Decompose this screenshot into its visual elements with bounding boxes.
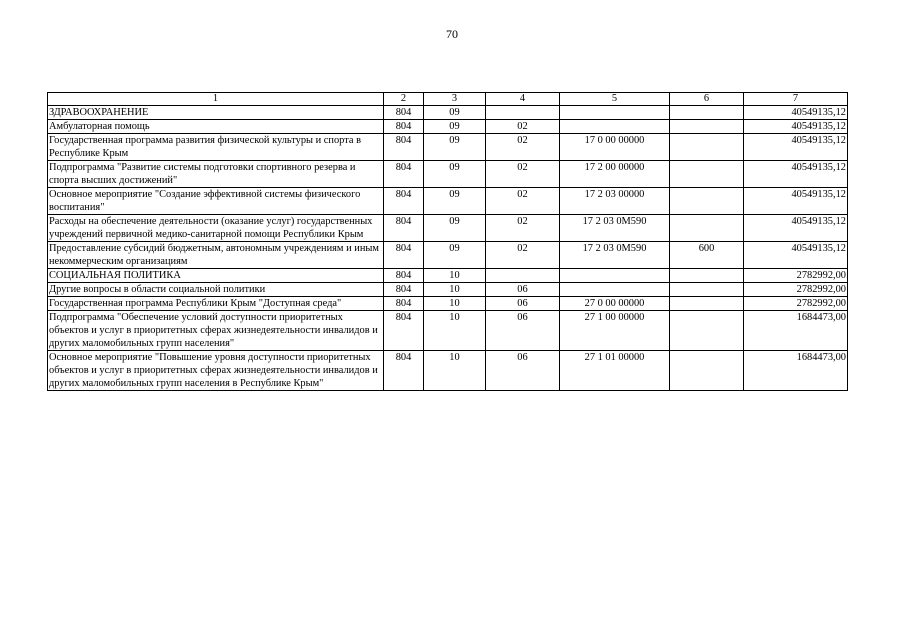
cell-expense-type [670, 283, 744, 297]
cell-target: 27 1 01 00000 [560, 351, 670, 391]
row-name: Подпрограмма "Обеспечение условий доступности приоритетных объектов и услуг в приоритетных сферах жизнедеятельности инвалидов и других маломобильных групп населения" [48, 311, 384, 351]
cell-section: 09 [424, 242, 486, 269]
cell-subsection [486, 106, 560, 120]
table-row [48, 134, 848, 161]
cell-amount: 1684473,00 [744, 311, 848, 351]
cell-code: 804 [384, 242, 424, 269]
header-row [48, 93, 848, 106]
column-header: 3 [424, 93, 486, 106]
cell-subsection: 02 [486, 242, 560, 269]
cell-amount: 2782992,00 [744, 297, 848, 311]
cell-expense-type [670, 120, 744, 134]
cell-code: 804 [384, 269, 424, 283]
cell-subsection: 06 [486, 297, 560, 311]
cell-code: 804 [384, 106, 424, 120]
cell-amount: 40549135,12 [744, 242, 848, 269]
cell-expense-type [670, 106, 744, 120]
cell-target: 27 0 00 00000 [560, 297, 670, 311]
table-row [48, 283, 848, 297]
cell-target [560, 120, 670, 134]
cell-subsection: 06 [486, 351, 560, 391]
cell-section: 09 [424, 106, 486, 120]
cell-expense-type [670, 134, 744, 161]
cell-target: 17 2 03 0М590 [560, 215, 670, 242]
cell-subsection: 02 [486, 161, 560, 188]
cell-code: 804 [384, 188, 424, 215]
cell-expense-type [670, 269, 744, 283]
cell-amount: 2782992,00 [744, 269, 848, 283]
cell-amount: 40549135,12 [744, 188, 848, 215]
cell-code: 804 [384, 297, 424, 311]
cell-code: 804 [384, 161, 424, 188]
cell-expense-type [670, 297, 744, 311]
row-name: СОЦИАЛЬНАЯ ПОЛИТИКА [48, 269, 384, 283]
cell-section: 10 [424, 283, 486, 297]
cell-target [560, 269, 670, 283]
table-row [48, 242, 848, 269]
row-name: ЗДРАВООХРАНЕНИЕ [48, 106, 384, 120]
cell-subsection [486, 269, 560, 283]
cell-expense-type [670, 161, 744, 188]
cell-target: 17 0 00 00000 [560, 134, 670, 161]
column-header: 1 [48, 93, 384, 106]
cell-amount: 40549135,12 [744, 134, 848, 161]
cell-target: 17 2 03 0М590 [560, 242, 670, 269]
table-row [48, 297, 848, 311]
cell-section: 10 [424, 269, 486, 283]
table-row [48, 120, 848, 134]
cell-section: 09 [424, 134, 486, 161]
cell-target: 27 1 00 00000 [560, 311, 670, 351]
cell-code: 804 [384, 311, 424, 351]
cell-subsection: 06 [486, 311, 560, 351]
cell-target: 17 2 03 00000 [560, 188, 670, 215]
column-header: 5 [560, 93, 670, 106]
cell-amount: 2782992,00 [744, 283, 848, 297]
cell-expense-type [670, 188, 744, 215]
cell-amount: 1684473,00 [744, 351, 848, 391]
cell-section: 10 [424, 297, 486, 311]
cell-target [560, 106, 670, 120]
cell-section: 10 [424, 311, 486, 351]
cell-amount: 40549135,12 [744, 161, 848, 188]
page-number: 70 [446, 27, 458, 41]
cell-section: 09 [424, 161, 486, 188]
row-name: Амбулаторная помощь [48, 120, 384, 134]
cell-expense-type [670, 311, 744, 351]
column-header: 6 [670, 93, 744, 106]
table-row [48, 215, 848, 242]
row-name: Подпрограмма "Развитие системы подготовки спортивного резерва и спорта высших достижений" [48, 161, 384, 188]
table-row [48, 161, 848, 188]
cell-amount: 40549135,12 [744, 215, 848, 242]
cell-target: 17 2 00 00000 [560, 161, 670, 188]
cell-amount: 40549135,12 [744, 120, 848, 134]
cell-target [560, 283, 670, 297]
cell-section: 10 [424, 351, 486, 391]
row-name: Предоставление субсидий бюджетным, автономным учреждениям и иным некоммерческим организациям [48, 242, 384, 269]
row-name: Основное мероприятие "Создание эффективной системы физического воспитания" [48, 188, 384, 215]
row-name: Государственная программа Республики Крым "Доступная среда" [48, 297, 384, 311]
row-name: Другие вопросы в области социальной политики [48, 283, 384, 297]
cell-section: 09 [424, 215, 486, 242]
cell-section: 09 [424, 120, 486, 134]
cell-code: 804 [384, 283, 424, 297]
cell-amount: 40549135,12 [744, 106, 848, 120]
table-row [48, 311, 848, 351]
table-row [48, 269, 848, 283]
row-name: Государственная программа развития физической культуры и спорта в Республике Крым [48, 134, 384, 161]
cell-subsection: 02 [486, 188, 560, 215]
cell-subsection: 02 [486, 120, 560, 134]
cell-expense-type: 600 [670, 242, 744, 269]
table-row [48, 351, 848, 391]
cell-subsection: 02 [486, 215, 560, 242]
cell-subsection: 06 [486, 283, 560, 297]
cell-expense-type [670, 215, 744, 242]
column-header: 7 [744, 93, 848, 106]
cell-subsection: 02 [486, 134, 560, 161]
column-header: 4 [486, 93, 560, 106]
cell-code: 804 [384, 351, 424, 391]
row-name: Основное мероприятие "Повышение уровня доступности приоритетных объектов и услуг в приоритетных сферах жизнедеятельности инвалидов и других маломобильных групп населения в Республике Крым" [48, 351, 384, 391]
cell-code: 804 [384, 134, 424, 161]
cell-expense-type [670, 351, 744, 391]
table-row [48, 106, 848, 120]
table-row [48, 188, 848, 215]
cell-code: 804 [384, 215, 424, 242]
column-header: 2 [384, 93, 424, 106]
budget-table [47, 92, 848, 391]
cell-code: 804 [384, 120, 424, 134]
cell-section: 09 [424, 188, 486, 215]
row-name: Расходы на обеспечение деятельности (оказание услуг) государственных учреждений первичной медико-санитарной помощи Республики Крым [48, 215, 384, 242]
